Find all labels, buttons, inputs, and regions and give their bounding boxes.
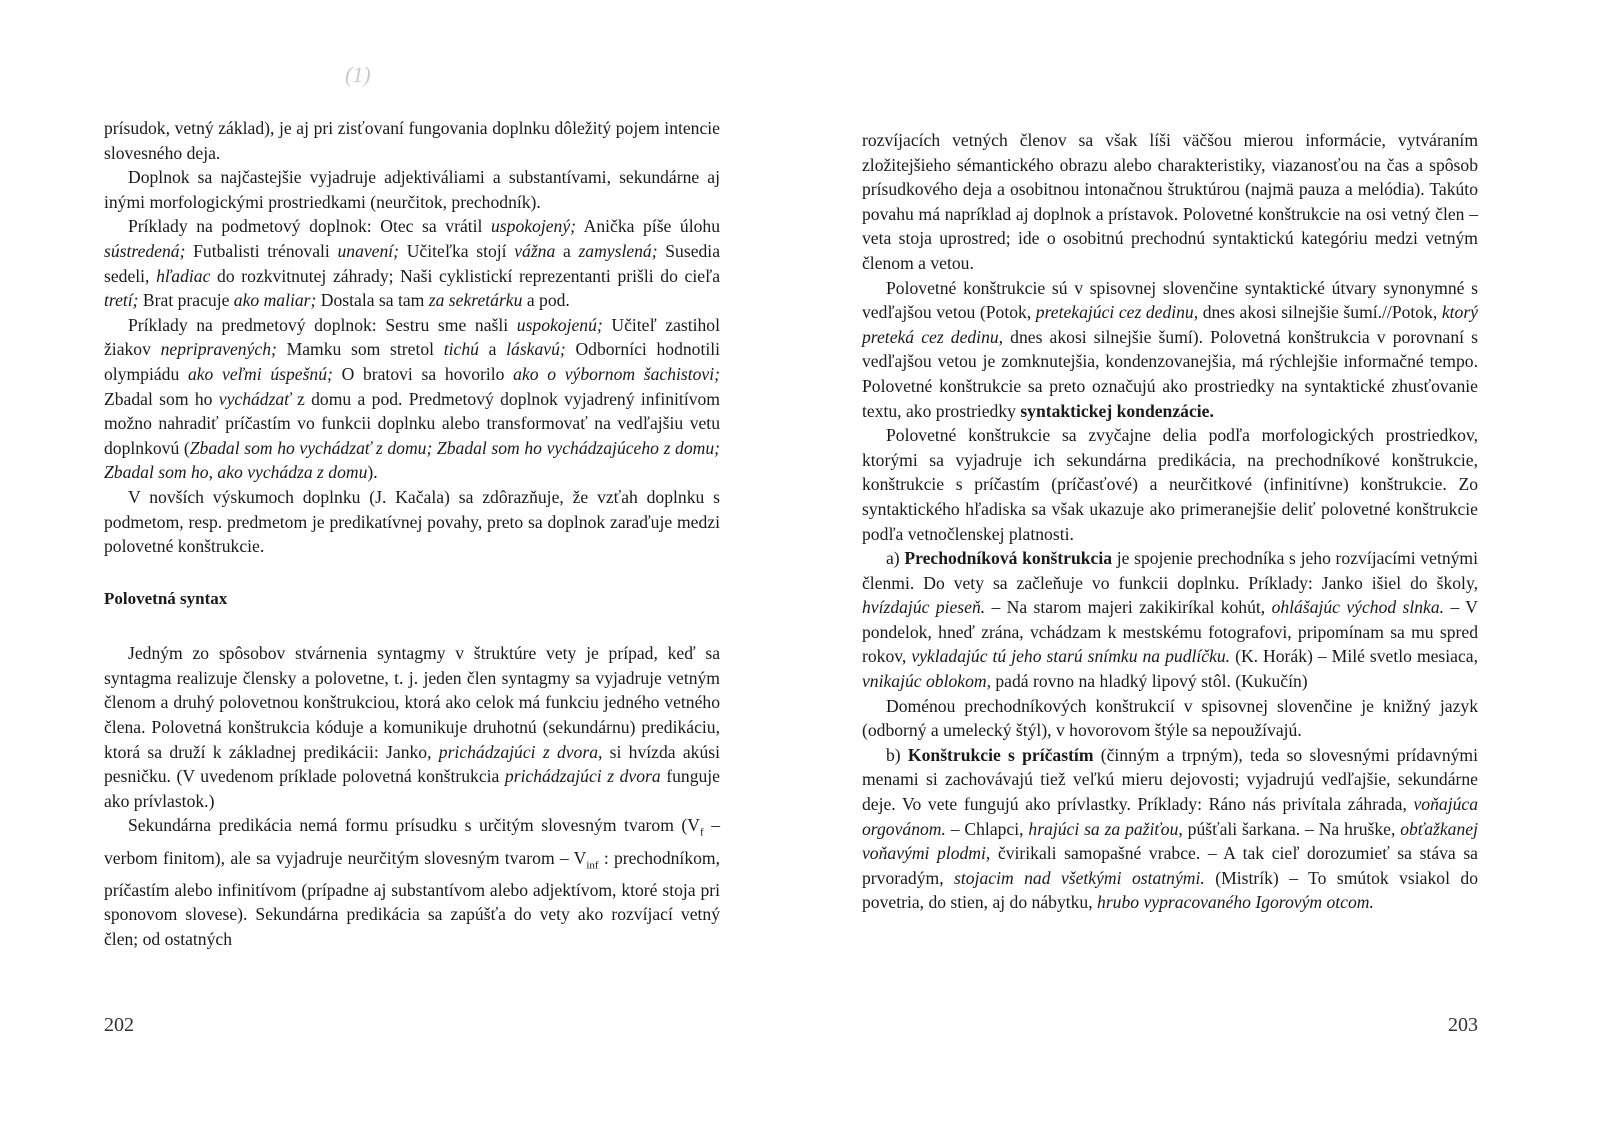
page-number: 203 bbox=[1448, 1014, 1478, 1036]
paragraph: a) Prechodníková konštrukcia je spojenie prechodníka s jeho rozvíjacími vetnými členmi. Do vety sa začleňuje vo funkcii doplnku. Príklady: Janko išiel do školy, hvízdajúc pieseň. – Na starom majeri zakikiríkal kohút, ohlášajúc východ slnka. – V pondelok, hneď zrána, vchádzam k mestskému fotografovi, pripomínam sa mu spred rokov, vykladajúc tú jeho starú snímku na pudlíčku. (K. Horák) – Milé svetlo mesiaca, vnikajúc oblokom, padá rovno na hladký lipový stôl. (Kukučín) bbox=[862, 548, 1478, 692]
paragraph: Jedným zo spôsobov stvárnenia syntagmy v štruktúre vety je prípad, keď sa syntagma realizuje člensky a polovetne, t. j. jeden člen syntagmy sa vyjadruje vetným členom a druhý polovetnou konštrukciou, ktorá ako celok má funkciu jedného vetného člena. Polovetná konštrukcia kóduje a komunikuje druhotnú (sekundárnu) predikáciu, ktorá sa druží k základnej predikácii: Janko, prichádzajúci z dvora, si hvízda akúsi pesničku. (V uvedenom príklade polovetná konštrukcia prichádzajúci z dvora funguje ako prívlastok.) bbox=[104, 643, 720, 811]
right-page-body bbox=[862, 128, 1478, 915]
right-page bbox=[862, 0, 1478, 1133]
paragraph: V novších výskumoch doplnku (J. Kačala) sa zdôrazňuje, že vzťah doplnku s podmetom, resp. predmetom je predikatívnej povahy, preto sa doplnok zaraďuje medzi polovetné konštrukcie. bbox=[104, 486, 720, 557]
paragraph: Príklady na predmetový doplnok: Sestru sme našli uspokojenú; Učiteľ zastihol žiakov nepripravených; Mamku som stretol tichú a láskavú; Odborníci hodnotili olympiádu ako veľmi úspešnú; O bratovi sa hovorilo ako o výbornom šachistovi; Zbadal som ho vychádzať z domu a pod. Predmetový doplnok vyjadrený infinitívom možno nahradiť príčastím vo funkcii doplnku alebo transformovať na vedľajšiu vetu doplnkovú (Zbadal som ho vychádzať z domu; Zbadal som ho vychádzajúceho z domu; Zbadal som ho, ako vychádza z domu). bbox=[104, 314, 721, 483]
paragraph: Sekundárna predikácia nemá formu prísudku s určitým slovesným tvarom ($V_f$ – verbom finitom), ale sa vyjadruje neurčitým slovesným tvarom – $V_{inf}$ : prechodníkom, príčastím alebo infinitívom (prípadne aj substantívom alebo adjektívom, ktoré stoja pri sponovom slovese). Sekundárna predikácia sa zapúšťa do vety ako rozvíjací vetný člen; od ostatných bbox=[104, 815, 720, 949]
page-stamp-mark: (1) bbox=[345, 62, 371, 87]
paragraph: b) Konštrukcie s príčastím (činným a trpným), teda so slovesnými prídavnými menami si zachovávajú tiež veľkú mieru dejovosti; vyjadrujú vedľajšie, sekundárne deje. Vo vete fungujú ako prívlastky. Príklady: Ráno nás privítala záhrada, voňajúca orgovánom. – Chlapci, hrajúci sa za pažiťou, púšťali šarkana. – Na hruške, obťažkanej voňavými plodmi, čvirikali samopašné vrabce. – A tak cieľ dorozumieť sa stáva sa prvoradým, stojacim nad všetkými ostatnými. (Mistrík) – To smútok vsiakol do povetria, do stien, aj do nábytku, hrubo vypracovaného Igorovým otcom. bbox=[862, 744, 1478, 913]
paragraph: Doménou prechodníkových konštrukcií v spisovnej slovenčine je knižný jazyk (odborný a umelecký štýl), v hovorovom štýle sa nepoužívajú. bbox=[862, 695, 1478, 741]
left-page-body bbox=[104, 116, 720, 951]
paragraph: rozvíjacích vetných členov sa však líši väčšou mierou informácie, vytváraním zložitejšieho sémantického obrazu alebo charakteristiky, viazanosťou na čas a spôsob prísudkového deja a osobitnou intonačnou štruktúrou (najmä pauza a melódia). Takúto povahu má napríklad aj doplnok a prístavok. Polovetné konštrukcie na osi vetný člen – veta stoja uprostred; ide o osobitnú prechodnú syntaktickú kategóriu medzi vetným členom a vetou. bbox=[862, 130, 1478, 273]
paragraph: Doplnok sa najčastejšie vyjadruje adjektiváliami a substantívami, sekundárne aj inými morfologickými prostriedkami (neurčitok, prechodník). bbox=[104, 167, 720, 212]
paragraph: Príklady na podmetový doplnok: Otec sa vrátil uspokojený; Anička píše úlohu sústredená; Futbalisti trénovali unavení; Učiteľka stojí vážna a zamyslená; Susedia sedeli, hľadiac do rozkvitnutej záhrady; Naši cyklistickí reprezentanti prišli do cieľa tretí; Brat pracuje ako maliar; Dostala sa tam za sekretárku a pod. bbox=[104, 216, 721, 311]
page-number: 202 bbox=[104, 1014, 134, 1036]
paragraph: prísudok, vetný základ), je aj pri zisťovaní fungovania doplnku dôležitý pojem intencie slovesného deja. bbox=[104, 118, 720, 163]
left-page bbox=[104, 0, 720, 1133]
paragraph: Polovetné konštrukcie sú v spisovnej slovenčine syntaktické útvary synonymné s vedľajšou vetou (Potok, pretekajúci cez dedinu, dnes akosi silnejšie šumí.//Potok, ktorý preteká cez dedinu, dnes akosi silnejšie šumí). Polovetná konštrukcia v porovnaní s vedľajšou vetou je zomknutejšia, kondenzovanejšia, má rýchlejšie informačné tempo. Polovetné konštrukcie sa preto označujú ako prostriedky na syntaktické zhusťovanie textu, ako prostriedky syntaktickej kondenzácie. bbox=[862, 277, 1478, 421]
paragraph: Polovetné konštrukcie sa zvyčajne delia podľa morfologických prostriedkov, ktorými sa vyjadruje ich sekundárna predikácia, na prechodníkové konštrukcie, konštrukcie s príčastím (príčasťové) a neurčitkové (infinitívne) konštrukcie. Zo syntaktického hľadiska sa však ukazuje ako primeranejšie deliť polovetné konštrukcie podľa vetnočlenskej platnosti. bbox=[862, 425, 1478, 544]
section-heading: Polovetná syntax bbox=[104, 588, 228, 608]
